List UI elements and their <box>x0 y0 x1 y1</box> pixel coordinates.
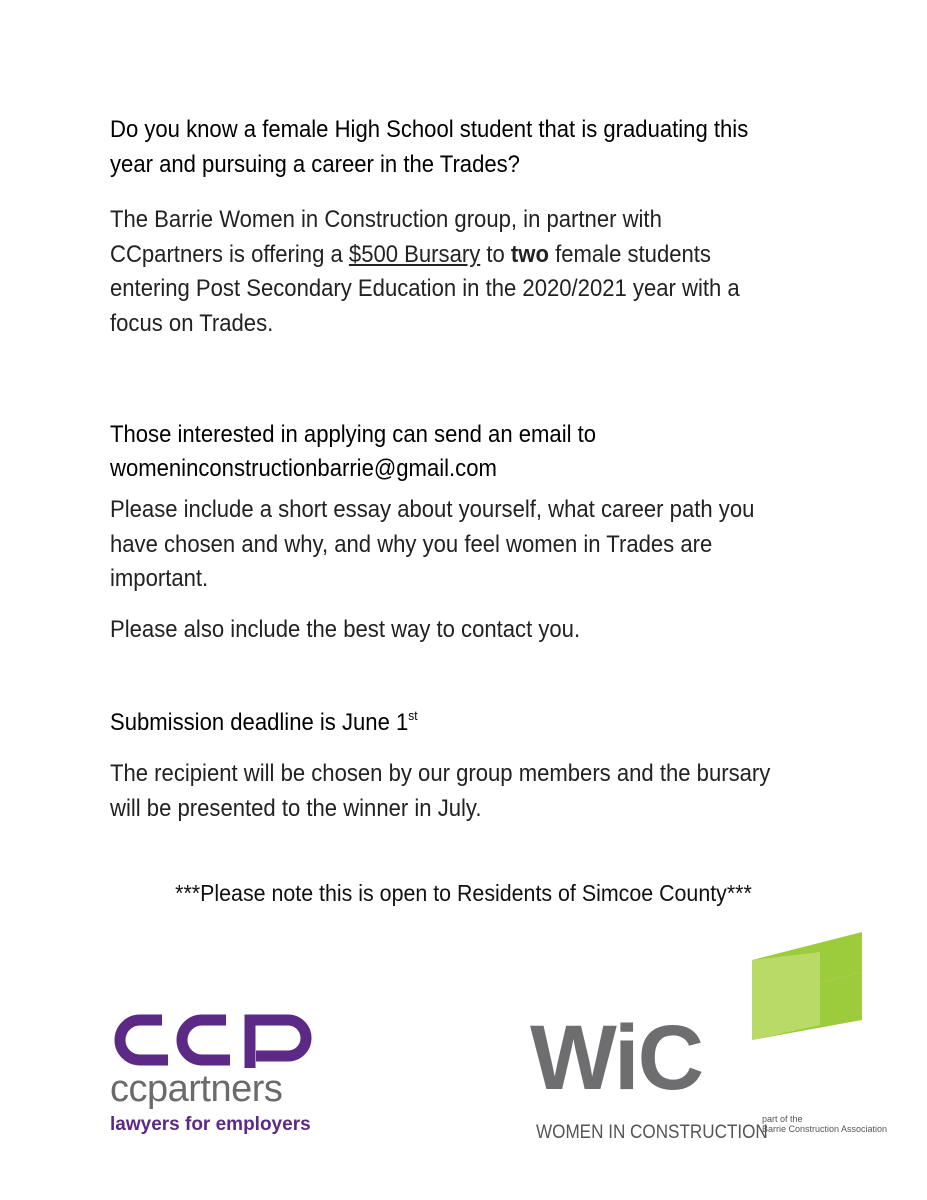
section1-heading: Do you know a female High School student that is graduating this year and pursuing a career in the Trades? <box>110 116 749 178</box>
wic-logo <box>530 930 888 1160</box>
wic-part-line2: Barrie Construction Association <box>762 1124 888 1134</box>
section1-body <box>110 203 772 341</box>
recipient-info: The recipient will be chosen by our group members and the bursary will be presented to the winner in July. <box>110 760 771 822</box>
contact-instructions: Please also include the best way to contact you. <box>110 616 581 643</box>
bursary-count: two <box>510 240 549 268</box>
bursary-amount: $500 Bursary <box>348 240 481 268</box>
wic-letters: WiC <box>530 1007 703 1109</box>
deadline-heading <box>110 706 772 741</box>
wic-subtitle: WOMEN IN CONSTRUCTION <box>536 1122 768 1143</box>
body-text-part3: female students entering Post Secondary Education in the 2020/2021 year with a focus on Trades. <box>110 240 740 337</box>
ccp-mark-icon <box>110 1010 320 1068</box>
essay-instructions: Please include a short essay about yourself, what career path you have chosen and why, and why you feel women in Trades are important. <box>110 496 755 592</box>
wic-part-line1: part of the <box>762 1114 803 1124</box>
ccp-name: ccpartners <box>110 1068 283 1110</box>
deadline-suffix: st <box>408 708 418 723</box>
ccp-tagline: lawyers for employers <box>110 1114 311 1135</box>
residency-note: ***Please note this is open to Residents of Simcoe County*** <box>175 880 752 906</box>
wic-affiliation <box>762 1114 887 1134</box>
body-text-part1: The Barrie Women in Construction group, in partner with CCpartners is offering a <box>110 206 662 268</box>
contact-email[interactable]: womeninconstructionbarrie@gmail.com <box>110 455 497 482</box>
ccpartners-logo <box>110 1010 320 1140</box>
section2-heading: Those interested in applying can send an email to <box>110 421 597 448</box>
body-text-part2: to <box>480 240 511 268</box>
deadline-text: Submission deadline is June 1 <box>110 709 409 736</box>
